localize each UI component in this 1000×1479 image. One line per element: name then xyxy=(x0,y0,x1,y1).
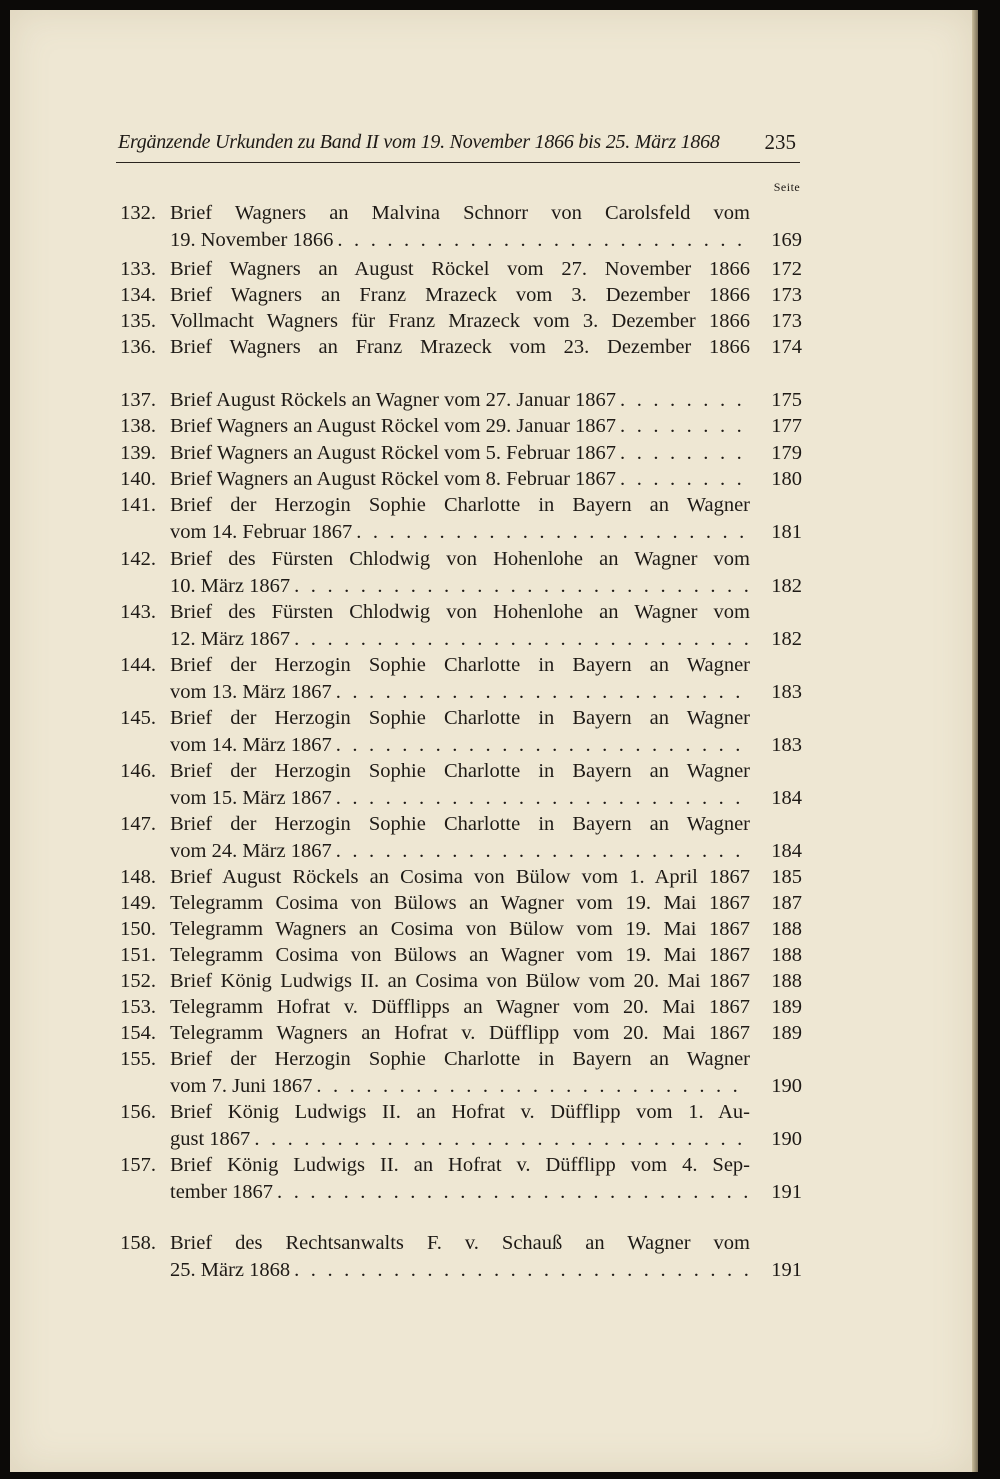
entry-number: 154. xyxy=(120,1022,156,1044)
entry-number: 152. xyxy=(120,970,156,992)
entry-title-continuation: vom 7. Juni 1867 xyxy=(170,1075,313,1097)
entry-title-line: Telegramm Wagners an Cosima von Bülow vom 19. Mai 1867 xyxy=(170,918,750,940)
entry-page-number: 177 xyxy=(771,415,802,437)
page-number: 235 xyxy=(764,130,796,154)
entry-title-line: Brief der Herzogin Sophie Charlotte in Bayern an Wagner xyxy=(170,707,750,729)
entry-page-number: 169 xyxy=(771,229,802,251)
entry-page-number: 173 xyxy=(771,284,802,306)
entry-page-number: 190 xyxy=(771,1128,802,1150)
entry-title-line: Brief des Rechtsanwalts F. v. Schauß an Wagner vom xyxy=(170,1232,750,1254)
entry-number: 156. xyxy=(120,1101,156,1123)
entry-number: 136. xyxy=(120,336,156,358)
entry-number: 158. xyxy=(120,1232,156,1254)
entry-title-continuation: 19. November 1866 xyxy=(170,229,334,251)
entry-title-line: Brief der Herzogin Sophie Charlotte in Bayern an Wagner xyxy=(170,494,750,516)
entry-title-line: Brief der Herzogin Sophie Charlotte in Bayern an Wagner xyxy=(170,760,750,782)
leader-dots xyxy=(620,466,750,493)
entry-title xyxy=(170,334,750,361)
leader-dots xyxy=(336,785,750,812)
leader-dots xyxy=(294,573,750,600)
entry-title-continuation: vom 14. Februar 1867 xyxy=(170,521,353,543)
entry-title-line: Brief König Ludwigs II. an Hofrat v. Düfflipp vom 1. Au- xyxy=(170,1101,750,1123)
entry-title xyxy=(170,440,750,467)
entry-title xyxy=(170,308,750,335)
entry-title xyxy=(170,916,750,943)
entry-page-number: 184 xyxy=(771,840,802,862)
entry-title xyxy=(170,994,750,1021)
entry-title-continuation: vom 15. März 1867 xyxy=(170,787,332,809)
entry-page-number: 190 xyxy=(771,1075,802,1097)
entry-title xyxy=(170,890,750,917)
entry-title xyxy=(170,652,750,706)
entry-title-line: Brief der Herzogin Sophie Charlotte in Bayern an Wagner xyxy=(170,1048,750,1070)
entry-number: 133. xyxy=(120,258,156,280)
leader-dots xyxy=(294,1257,750,1284)
entry-title xyxy=(170,599,750,653)
entry-title-line: Brief der Herzogin Sophie Charlotte in Bayern an Wagner xyxy=(170,654,750,676)
entry-number: 137. xyxy=(120,389,156,411)
entry-page-number: 188 xyxy=(771,944,802,966)
entry-title-line: Telegramm Wagners an Hofrat v. Düfflipp vom 20. Mai 1867 xyxy=(170,1022,750,1044)
entry-title xyxy=(170,200,750,254)
entry-title xyxy=(170,492,750,546)
entry-number: 138. xyxy=(120,415,156,437)
entry-title-line: Vollmacht Wagners für Franz Mrazeck vom 3. Dezember 1866 xyxy=(170,310,750,332)
entry-title xyxy=(170,1099,750,1153)
entry-title xyxy=(170,413,750,440)
entry-title-line: Brief Wagners an August Röckel vom 29. Januar 1867 xyxy=(170,415,617,437)
entry-number: 157. xyxy=(120,1154,156,1176)
entry-page-number: 182 xyxy=(771,575,802,597)
entry-title xyxy=(170,864,750,891)
leader-dots xyxy=(336,732,750,759)
entry-number: 144. xyxy=(120,654,156,676)
entry-number: 147. xyxy=(120,813,156,835)
entry-page-number: 182 xyxy=(771,628,802,650)
entry-page-number: 179 xyxy=(771,442,802,464)
entry-title-line: Brief Wagners an Franz Mrazeck vom 23. Dezember 1866 xyxy=(170,336,750,358)
entry-page-number: 184 xyxy=(771,787,802,809)
entry-title-continuation: 12. März 1867 xyxy=(170,628,291,650)
entry-title-line: Brief des Fürsten Chlodwig von Hohenlohe an Wagner vom xyxy=(170,601,750,623)
entry-number: 146. xyxy=(120,760,156,782)
entry-title-continuation: vom 13. März 1867 xyxy=(170,681,332,703)
entry-title xyxy=(170,811,750,865)
entry-page-number: 191 xyxy=(771,1181,802,1203)
leader-dots xyxy=(277,1179,750,1206)
leader-dots xyxy=(336,679,750,706)
entry-title-line: Brief der Herzogin Sophie Charlotte in Bayern an Wagner xyxy=(170,813,750,835)
entry-title-continuation: 25. März 1868 xyxy=(170,1259,291,1281)
entry-page-number: 188 xyxy=(771,970,802,992)
entry-page-number: 183 xyxy=(771,681,802,703)
entry-title xyxy=(170,1152,750,1206)
entry-title-line: Brief Wagners an Malvina Schnorr von Carolsfeld vom xyxy=(170,202,750,224)
entry-page-number: 189 xyxy=(771,1022,802,1044)
entry-title xyxy=(170,282,750,309)
entry-number: 145. xyxy=(120,707,156,729)
leader-dots xyxy=(316,1073,750,1100)
entry-title xyxy=(170,466,750,493)
entry-title-continuation: tember 1867 xyxy=(170,1181,274,1203)
entry-title-line: Brief Wagners an August Röckel vom 5. Februar 1867 xyxy=(170,442,617,464)
entry-number: 135. xyxy=(120,310,156,332)
entry-page-number: 185 xyxy=(771,866,802,888)
entry-number: 132. xyxy=(120,202,156,224)
entry-title-line: Telegramm Cosima von Bülows an Wagner vom 19. Mai 1867 xyxy=(170,892,750,914)
entry-title xyxy=(170,968,750,995)
entry-title xyxy=(170,1230,750,1284)
leader-dots xyxy=(254,1126,750,1153)
entry-page-number: 174 xyxy=(771,336,802,358)
entry-number: 140. xyxy=(120,468,156,490)
entry-title-line: Telegramm Hofrat v. Düfflipps an Wagner vom 20. Mai 1867 xyxy=(170,996,750,1018)
entry-title-continuation: gust 1867 xyxy=(170,1128,251,1150)
entry-title-line: Brief August Röckels an Wagner vom 27. Januar 1867 xyxy=(170,389,617,411)
page-column-label: Seite xyxy=(773,180,801,194)
entry-title-line: Brief König Ludwigs II. an Hofrat v. Düfflipp vom 4. Sep- xyxy=(170,1154,750,1176)
entry-title-line: Brief des Fürsten Chlodwig von Hohenlohe an Wagner vom xyxy=(170,548,750,570)
entry-number: 143. xyxy=(120,601,156,623)
page-edge xyxy=(972,10,978,1472)
leader-dots xyxy=(337,227,750,254)
entry-title xyxy=(170,1046,750,1100)
entry-number: 148. xyxy=(120,866,156,888)
entry-number: 150. xyxy=(120,918,156,940)
entry-title-line: Telegramm Cosima von Bülows an Wagner vom 19. Mai 1867 xyxy=(170,944,750,966)
leader-dots xyxy=(620,440,750,467)
entry-number: 139. xyxy=(120,442,156,464)
entry-title-line: Brief Wagners an August Röckel vom 27. November 1866 xyxy=(170,258,750,280)
entry-title xyxy=(170,705,750,759)
entry-page-number: 172 xyxy=(771,258,802,280)
page-header xyxy=(116,128,800,163)
running-title: Ergänzende Urkunden zu Band II vom 19. November 1866 bis 25. März 1868 xyxy=(118,131,720,153)
entry-title-continuation: vom 14. März 1867 xyxy=(170,734,332,756)
entry-title-line: Brief August Röckels an Cosima von Bülow vom 1. April 1867 xyxy=(170,866,750,888)
entry-title xyxy=(170,546,750,600)
entry-page-number: 180 xyxy=(771,468,802,490)
leader-dots xyxy=(620,413,750,440)
leader-dots xyxy=(294,626,750,653)
entry-page-number: 187 xyxy=(771,892,802,914)
entry-number: 153. xyxy=(120,996,156,1018)
entry-title-line: Brief Wagners an August Röckel vom 8. Februar 1867 xyxy=(170,468,617,490)
entry-number: 141. xyxy=(120,494,156,516)
entry-page-number: 189 xyxy=(771,996,802,1018)
entry-title xyxy=(170,758,750,812)
entry-page-number: 191 xyxy=(771,1259,802,1281)
entry-title-line: Brief Wagners an Franz Mrazeck vom 3. Dezember 1866 xyxy=(170,284,750,306)
entry-title xyxy=(170,942,750,969)
entry-title-line: Brief König Ludwigs II. an Cosima von Bülow vom 20. Mai 1867 xyxy=(170,970,750,992)
entry-title xyxy=(170,256,750,283)
entry-page-number: 183 xyxy=(771,734,802,756)
entry-title-continuation: 10. März 1867 xyxy=(170,575,291,597)
entry-page-number: 175 xyxy=(771,389,802,411)
entry-title-continuation: vom 24. März 1867 xyxy=(170,840,332,862)
entry-title xyxy=(170,1020,750,1047)
entry-number: 151. xyxy=(120,944,156,966)
entry-number: 149. xyxy=(120,892,156,914)
entry-page-number: 173 xyxy=(771,310,802,332)
leader-dots xyxy=(620,387,750,414)
leader-dots xyxy=(356,519,750,546)
entry-title xyxy=(170,387,750,414)
entry-number: 134. xyxy=(120,284,156,306)
entry-page-number: 188 xyxy=(771,918,802,940)
leader-dots xyxy=(336,838,750,865)
entry-page-number: 181 xyxy=(771,521,802,543)
entry-number: 142. xyxy=(120,548,156,570)
entry-number: 155. xyxy=(120,1048,156,1070)
